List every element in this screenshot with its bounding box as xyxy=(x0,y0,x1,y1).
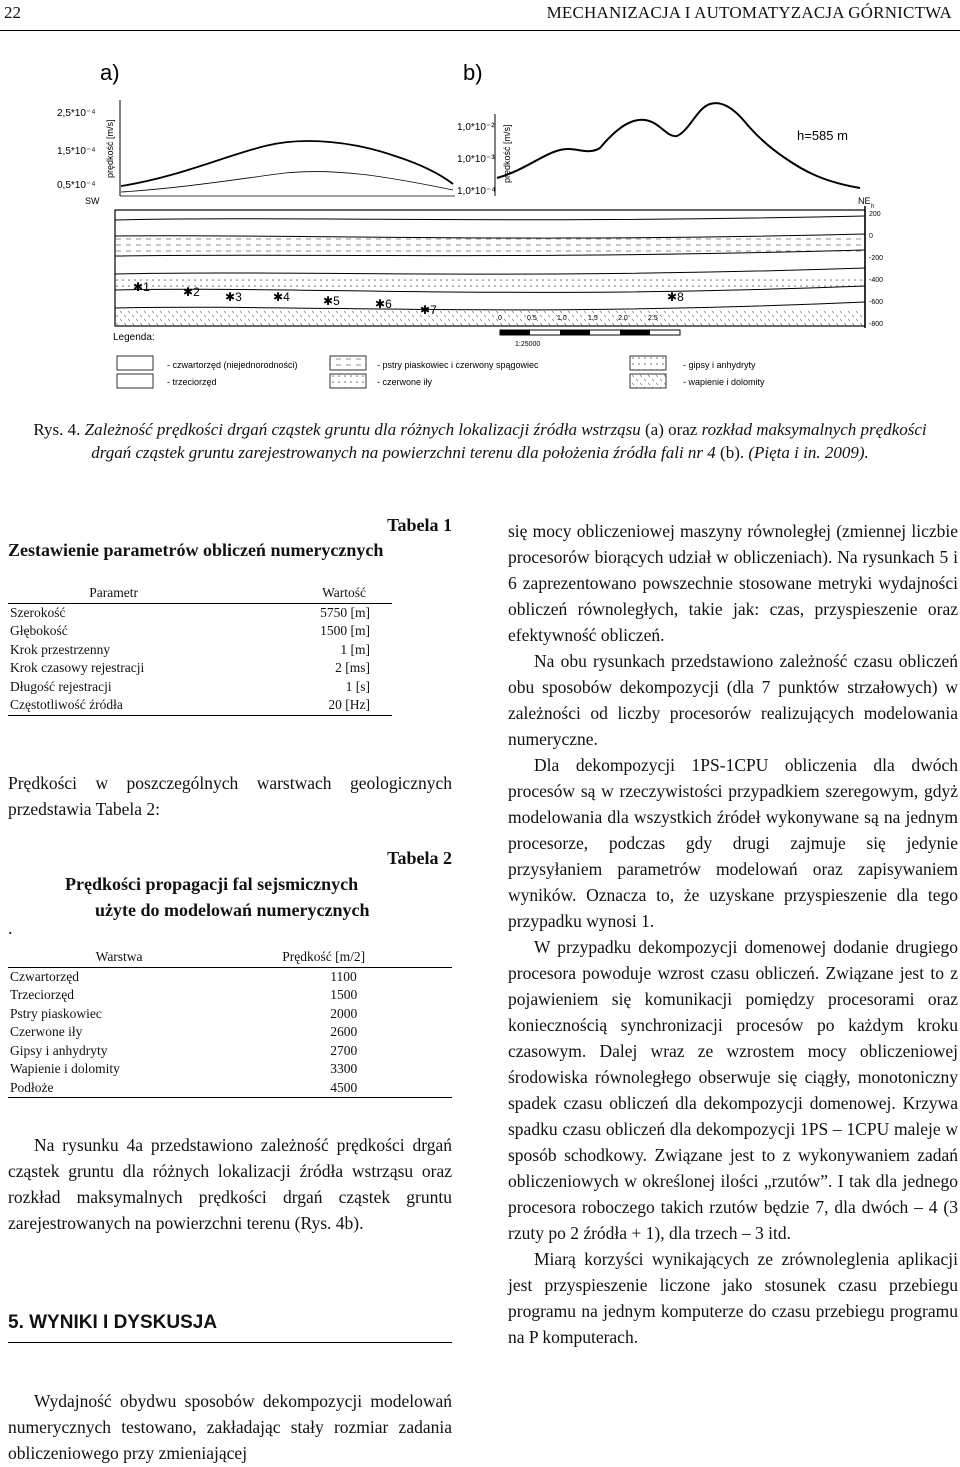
table1-value-cell: 1 [s] xyxy=(345,678,370,694)
table1-number: Tabela 1 xyxy=(387,515,452,535)
figure-label-b: b) xyxy=(463,60,483,85)
figure-label-a: a) xyxy=(100,60,120,85)
source-marker-1: ✱1 xyxy=(133,280,150,294)
paragraph-decomposition: Wydajność obydwu sposobów dekompozycji modelowań numerycznych testowano, zakładając stały rozmiar zadania obliczeniowego przy zmieniającej xyxy=(8,1391,452,1463)
legend-item-1: - czwartorzęd (niejednorodności) xyxy=(167,360,298,370)
source-marker-4: ✱4 xyxy=(273,290,290,304)
table2-value-cell: 1100 xyxy=(330,968,357,984)
source-marker-6: ✱6 xyxy=(375,297,392,311)
table1-header-param: Parametr xyxy=(8,584,219,603)
table2-label-cell: Wapienie i dolomity xyxy=(10,1061,120,1077)
table2-row xyxy=(8,1060,452,1079)
cross-section-frame xyxy=(115,210,865,326)
right-paragraph-2: Na obu rysunkach przedstawiono zależność czasu obliczeń obu sposobów dekompozycji (dla 7 punktów strzałowych) w zależności od liczby procesorów realizujących modelowania numeryczne. xyxy=(508,651,958,749)
table1-label-cell: Długość rejestracji xyxy=(10,678,112,694)
table2-row xyxy=(8,1079,452,1098)
table1-row xyxy=(8,678,392,697)
depth-axis-label: h xyxy=(871,204,875,210)
paragraph-fig4: Na rysunku 4a przedstawiono zależność prędkości drgań cząstek gruntu dla różnych lokalizacji źródła wstrząsu oraz rozkład maksymalnych prędkości drgań cząstek gruntu zarejestrowanych na powierzchni terenu (Rys. 4b). xyxy=(8,1135,452,1233)
table1-row xyxy=(8,696,392,715)
table2-row xyxy=(8,1042,452,1061)
a-tick-2: 1,5*10⁻⁴ xyxy=(57,146,96,157)
layer-fill xyxy=(115,275,865,289)
source-marker-5: ✱5 xyxy=(323,294,340,308)
table2 xyxy=(8,948,452,1098)
table2-number: Tabela 2 xyxy=(387,848,452,868)
scale-tick: 1.5 xyxy=(588,315,598,322)
table1-label-cell: Krok czasowy rejestracji xyxy=(10,660,145,676)
caption-italic-2: rozkład maksymalnych prędkości drgań cząstek gruntu zarejestrowanych na powierzchni terenu dla położenia źródła fali nr 4 xyxy=(91,420,927,462)
a-tick-3: 0,5*10⁻⁴ xyxy=(57,180,96,191)
table1-label-cell: Krok przestrzenny xyxy=(10,641,111,657)
paragraph-speeds: Prędkości w poszczególnych warstwach geologicznych przedstawia Tabela 2: xyxy=(8,773,452,819)
legend-title: Legenda: xyxy=(113,332,155,343)
source-marker-7: ✱7 xyxy=(420,303,437,317)
depth-tick: -400 xyxy=(869,277,884,284)
table2-label-cell: Podłoże xyxy=(8,1079,212,1098)
scale-tick: 0.5 xyxy=(527,315,537,322)
table2-label-cell: Gipsy i anhydryty xyxy=(10,1042,108,1058)
depth-tick: -200 xyxy=(869,255,884,262)
table1-value-cell: 5750 [m] xyxy=(320,604,370,620)
depth-tick: -600 xyxy=(869,299,884,306)
table2-label-cell: Czerwone iły xyxy=(10,1024,83,1040)
table1-row xyxy=(8,603,392,622)
table2-label-cell: Czwartorzęd xyxy=(10,968,79,984)
scale-tick: 1.0 xyxy=(557,315,567,322)
table2-value-cell: 2700 xyxy=(330,1042,358,1058)
table2-row xyxy=(8,1005,452,1024)
b-tick-3: 1,0*10⁻⁴ xyxy=(457,186,496,197)
table1-value-cell: 1500 [m] xyxy=(320,623,370,639)
legend-item-4: - czerwone iły xyxy=(377,377,433,387)
table2-row xyxy=(8,986,452,1005)
table1-label-cell: Szerokość xyxy=(10,604,66,620)
legend-item-6: - wapienie i dolomity xyxy=(683,377,765,387)
caption-mid-2: (b). xyxy=(715,443,749,462)
table2-value-cell: 2000 xyxy=(330,1005,358,1021)
figure-caption xyxy=(20,418,940,464)
table2-title-line1: Prędkości propagacji fal sejsmicznych xyxy=(65,874,359,894)
table1-label-cell: Częstotliwość źródła xyxy=(8,696,219,715)
right-paragraph-4: W przypadku dekompozycji domenowej dodanie drugiego procesora powoduje wzrost czasu obliczeń. Związane jest to z pojawieniem się komunikacji pomiędzy procesorami oraz koniecznością synchronizacji procesów po każdym kroku czasowym. Dalej wraz ze wzrostem mocy obliczeniowej środowiska równoległego obserwuje się ciągły, monotoniczny spadek czasu obliczeń dla dekompozycji domenowej. Krzywa spadku czasu obliczeń dla dekompozycji 1PS – 1CPU maleje w sposób schodkowy. Związane jest to z wykonywaniem zadań obliczeniowych w określonej ilości „rzutów”. I tak dla jednego procesora roboczego takich rzutów będzie 7, dla dwóch – 4 (3 rzuty po 2 źródła + 1), dla trzech – 3 itd. xyxy=(508,937,958,1243)
depth-tick: 200 xyxy=(869,211,881,218)
caption-italic-1: Zależność prędkości drgań cząstek gruntu dla różnych lokalizacji źródła wstrząsu xyxy=(84,420,641,439)
a-y-axis-label: prędkość [m/s] xyxy=(105,119,115,178)
layer-fill xyxy=(115,309,865,325)
scale-tick: 0 xyxy=(498,315,502,322)
table2-value-cell: 1500 xyxy=(330,987,358,1003)
scale-tick: 2.0 xyxy=(618,315,628,322)
table1-row xyxy=(8,622,392,641)
table1-label-cell: Głębokość xyxy=(10,623,68,639)
a-tick-1: 2,5*10⁻⁴ xyxy=(57,108,96,119)
source-marker-8: ✱8 xyxy=(667,290,684,304)
table1-row xyxy=(8,659,392,678)
table2-row xyxy=(8,1023,452,1042)
depth-tick: -800 xyxy=(869,321,884,328)
right-paragraph-1: się mocy obliczeniowej maszyny równoległej (zmiennej liczbie procesorów biorących udział w obliczeniach). Na rysunkach 5 i 6 zaprezentowano powszechnie stosowane metryki wydajności obliczeń równoległych, takie jak: czas, przyspieszenie oraz efektywność obliczeń. xyxy=(508,521,958,645)
legend-swatch xyxy=(117,356,153,370)
caption-prefix: Rys. 4. xyxy=(33,420,85,439)
stray-dot: . xyxy=(8,918,13,938)
legend-swatch xyxy=(330,356,366,370)
table2-label-cell: Pstry piaskowiec xyxy=(10,1005,102,1021)
table1-value-cell: 2 [ms] xyxy=(335,660,370,676)
scale-bar xyxy=(500,330,680,335)
table2-value-cell: 2600 xyxy=(330,1024,358,1040)
legend-swatch xyxy=(630,356,666,370)
b-y-axis-label: prędkość [m/s] xyxy=(502,124,512,183)
table1-title: Zestawienie parametrów obliczeń numerycznych xyxy=(8,540,384,560)
source-marker-2: ✱2 xyxy=(183,285,200,299)
caption-mid-1: (a) oraz xyxy=(640,420,702,439)
table1 xyxy=(8,584,392,716)
legend-item-3: - pstry piaskowiec i czerwony spągowiec xyxy=(377,360,539,370)
legend-swatch xyxy=(330,374,366,388)
table2-row xyxy=(8,967,452,986)
b-tick-1: 1,0*10⁻² xyxy=(457,122,495,133)
scale-tick: 2.5 xyxy=(648,315,658,322)
table2-value-cell: 3300 xyxy=(330,1061,358,1077)
b-curve xyxy=(497,103,860,188)
table2-value-cell: 4500 xyxy=(212,1079,452,1098)
right-paragraph-3: Dla dekompozycji 1PS-1CPU obliczenia dla dwóch procesów są w rzeczywistości przypadkiem szeregowym, gdyż modelowania dla wszystkich źródeł wykonywane są na jednym procesorze, podczas gdy drugi zajmuje się jedynie przysyłaniem parametrów modelowań oraz zapisywaniem wyników. Oznacza to, że uzyskane przyspieszenie dla tego przypadku wynosi 1. xyxy=(508,755,958,931)
b-tick-2: 1,0*10⁻³ xyxy=(457,154,495,165)
figure-4 xyxy=(55,38,905,398)
scale-label: 1:25000 xyxy=(515,341,541,348)
right-column xyxy=(508,518,958,1350)
legend-swatch xyxy=(117,374,153,388)
section-heading: 5. WYNIKI I DYSKUSJA xyxy=(8,1312,218,1333)
sw-label: SW xyxy=(85,196,100,206)
table2-header-speed: Prędkość [m/2] xyxy=(212,948,452,967)
table1-value-cell: 1 [m] xyxy=(340,641,370,657)
table1-value-cell: 20 [Hz] xyxy=(219,696,392,715)
legend-item-5: - gipsy i anhydryty xyxy=(683,360,756,370)
page-number: 22 xyxy=(4,3,21,22)
legend-swatch xyxy=(630,374,666,388)
table2-label-cell: Trzeciorzęd xyxy=(10,987,74,1003)
section-rule xyxy=(8,1342,452,1343)
depth-tick: 0 xyxy=(869,233,873,240)
journal-title: MECHANIZACJA I AUTOMATYZACJA GÓRNICTWA xyxy=(546,3,952,22)
table1-header-value: Wartość xyxy=(219,584,392,603)
table2-title-line2: użyte do modelowań numerycznych xyxy=(95,900,370,920)
legend-item-2: - trzeciorzęd xyxy=(167,377,217,387)
table1-row xyxy=(8,641,392,660)
a-curve xyxy=(121,141,453,186)
ne-label: NE xyxy=(858,196,871,206)
source-marker-3: ✱3 xyxy=(225,290,242,304)
h-label: h=585 m xyxy=(797,128,848,143)
right-paragraph-5: Miarą korzyści wynikających ze zrównoleglenia aplikacji jest przyspieszenie liczone jako stosunek czasu przebiegu programu na jednym komputerze do czasu przebiegu programu na P komputerach. xyxy=(508,1249,958,1347)
table2-header-layer: Warstwa xyxy=(8,948,212,967)
caption-citation: (Pięta i in. 2009). xyxy=(748,443,869,462)
